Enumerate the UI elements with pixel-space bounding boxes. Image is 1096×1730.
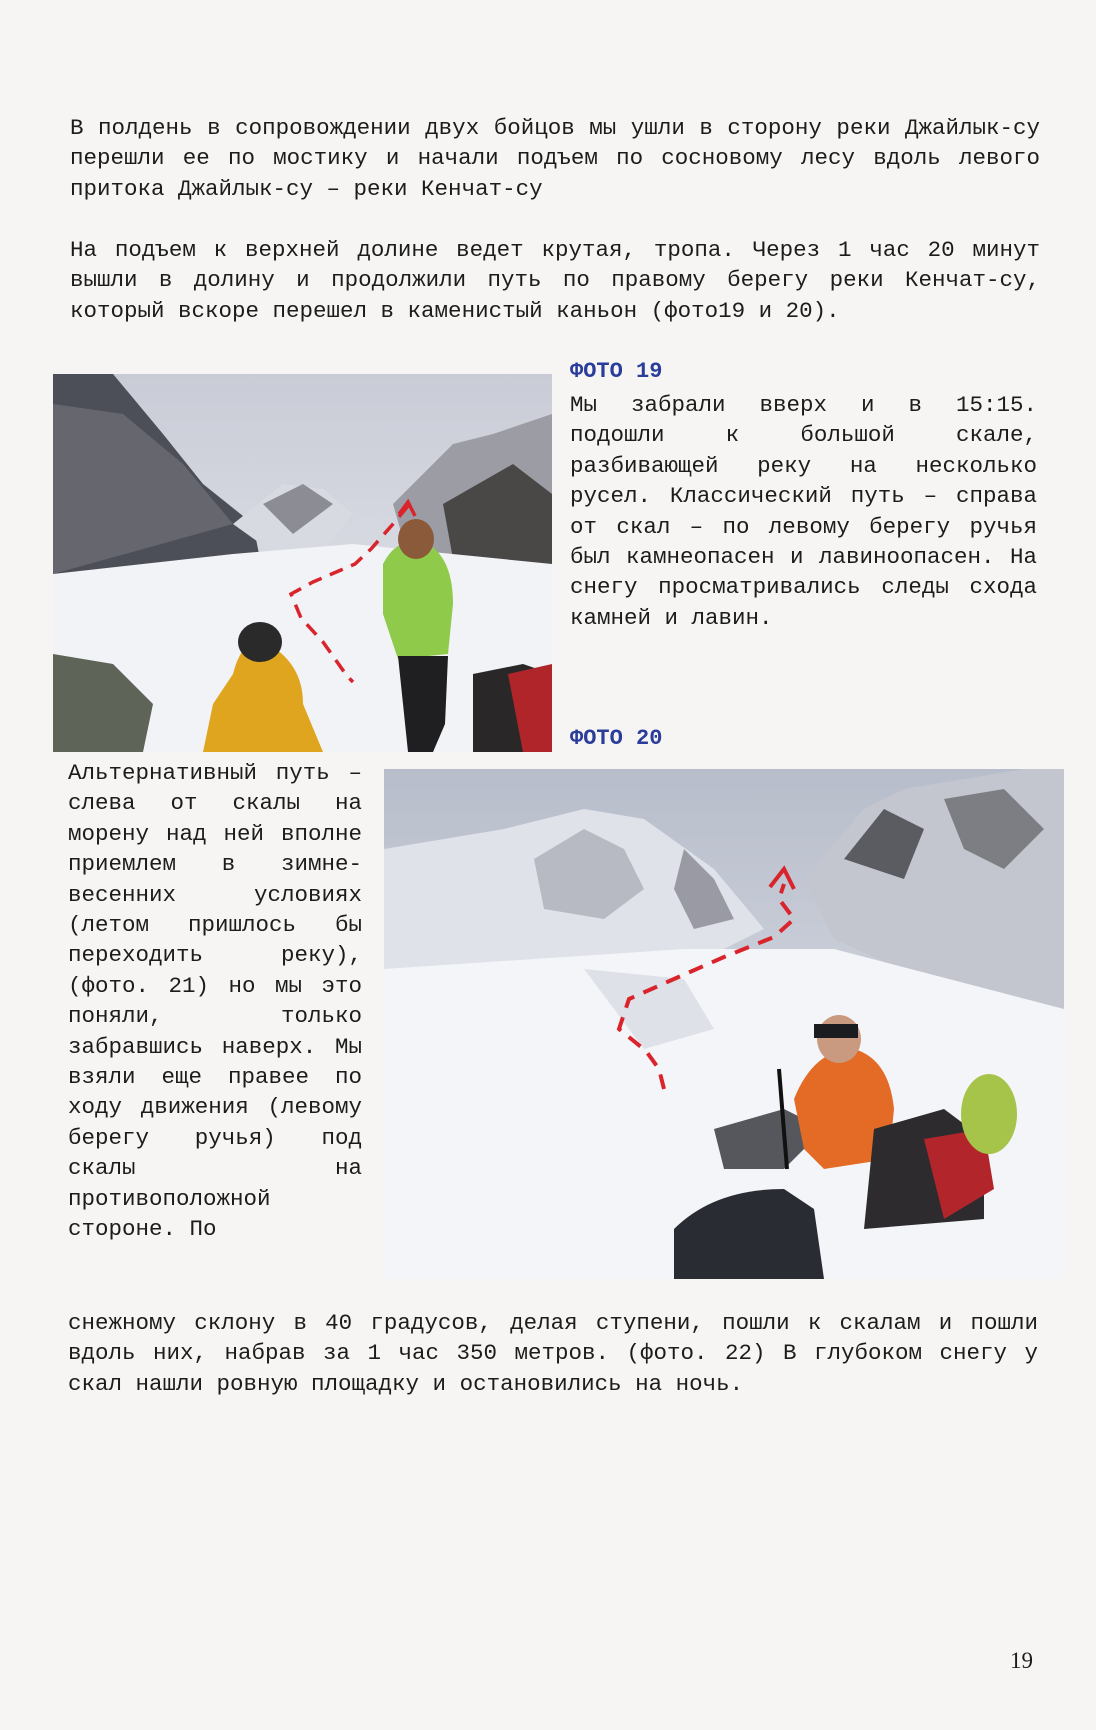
paragraph-alternative-route: Альтернативный путь – слева от скалы на морену над ней вполне приемлем в зимне-весенних условиях (летом пришлось бы переходить реку), (фото. 21) но мы это поняли, только забравшись наверх. Мы взяли еще правее по ходу движения (левому берегу ручья) под скалы на противоположной стороне. По — [68, 760, 362, 1243]
paragraph-approach: В полдень в сопровождении двух бойцов мы ушли в сторону реки Джайлык-су перешли ее по мостику и начали подъем по сосновому лесу вдоль левого притока Джайлык-су – реки Кенчат-су — [70, 115, 1040, 202]
page-number: 19 — [1010, 1648, 1033, 1673]
photo-19-caption: ФОТО 19 — [570, 359, 663, 384]
paragraph-photo19-description: Мы забрали вверх и в 15:15. подошли к большой скале, разбивающей реку на несколько русел. Классический путь – справа от скал – по левому берегу ручья был камнеопасен и лавиноопасен. На снегу просматривались следы схода камней и лавин. — [570, 392, 1037, 631]
photo-20 — [384, 769, 1064, 1279]
photo-19 — [53, 374, 552, 752]
paragraph-ascent-valley: На подъем к верхней долине ведет крутая, тропа. Через 1 час 20 минут вышли в долину и продолжили путь по правому берегу реки Кенчат-су, который вскоре перешел в каменистый каньон (фото19 и 20). — [70, 237, 1040, 324]
photo-20-caption: ФОТО 20 — [570, 726, 663, 751]
paragraph-snow-slope: снежному склону в 40 градусов, делая ступени, пошли к скалам и пошли вдоль них, набрав за 1 час 350 метров. (фото. 22) В глубоком снегу у скал нашли ровную площадку и остановились на ночь. — [68, 1310, 1038, 1397]
